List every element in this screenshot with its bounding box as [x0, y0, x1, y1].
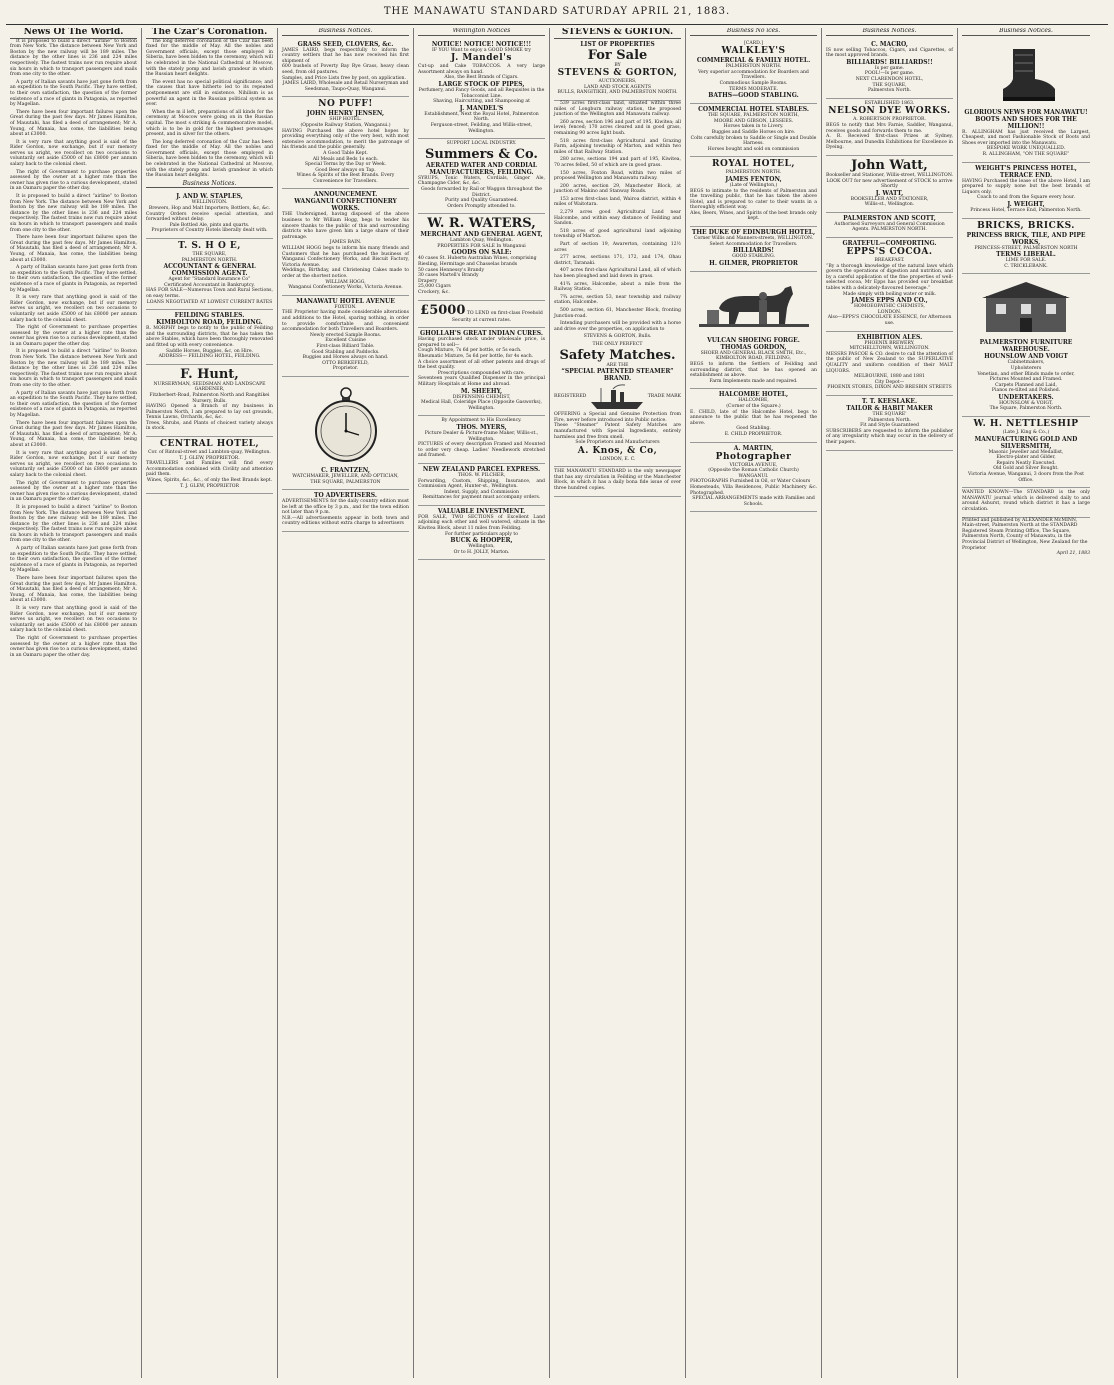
news-title: News Of The World.	[10, 28, 137, 39]
news-paragraph: The right of Government to purchase properties assessed by the owner at a higher rate than the owner has given rise to a curious development, stated in an Oamaru paper the other day.	[10, 169, 137, 192]
ad-keeslake: T. T. KEESLAKE. TAILOR & HABIT MAKER THE SQUARE' Palmerston North. Fit and Style Guaranteed SUBSCRIBERS are requested to inform the publisher of any irregularity which may occur in the delivery of their papers.	[826, 396, 953, 451]
ad-furniture-warehouse: PALMERSTON FURNITURE WAREHOUSE. HOUNSLOW AND VOIGT Cabinetmakers, Upholsterers Venetian, and other Blinds made to order, Pictures Mounted and Framed. Carpets Planned and Laid, Pianos re-tilted and Polished. UNDERTAKERS. HOUNSLOW & VOIGT, The Square, Palmerston North.	[962, 274, 1090, 417]
ad-nettleship: W. H. NETTLESHIP (Late J. King & Co.,) MANUFACTURING GOLD AND SILVERSMITH, Masonic Jeweller and Medallist, Electro-plater and Gilder, Repairs Neatly Executed. Old Gold and Silver Bought. Victoria Avenue, Wanganui, 3 doors from the Post Office.	[962, 417, 1090, 488]
news-paragraph: A party of Italian savants have just gone forth from an expedition to the South Pacific. They have settled, to their own satisfaction, the question of the former existence of a race of giants in Patagonia, as reported by Magellan.	[10, 265, 137, 293]
ad-mandel: NOTICE! NOTICE! NOTICE!!! IF YOU Want to enjoy a GOOD SMOKE try J. Mandel's Cut-up and Cake TOBACCOS. A very large Assortment always on hand. Also, the Best Brands of Cigars. LARGE STOCK OF PIPES, Perfumery, and Fancy Goods, and all Requisites in the Tobacconist Line. Shaving, Haircutting, and Shampooing at J. MANDEL'S Establishment, Next the Royal Hotel, Palmerston North. Ferguson-street, Feilding, and Willis-street, Wellington.	[418, 39, 545, 140]
ad-ghollah: GHOLLAH'S GREAT INDIAN CURES. Having purchased stock under wholesale price, is prepared to sell— Cough Mixture, 7s 6d per bottle, or 5s each. Rheumatic Mixture, 5s 6d per bottle, for 4s each. A choice assortment of all other patents and drugs of the best quality. Prescriptions compounded with care. Seventeen years Qualified Dispenser in the principal Military Hospitals at Home and abroad. M. SHEEHY, DISPENSING CHEMIST, Medical Hall, Coleridge Place (Opposite Gasworks), Wellington.	[418, 328, 545, 416]
ad-nelson-dye-works: ESTABLISHED 1863. NELSON DYE WORKS. A. ROBERTSON PROPRIETOR. BEGS to notify that Mrs Farnie, Saddler, Wanganui, receives goods and forwards them to me. A. R. Received first-class Prizes at Sydney, Melbourne, and Dunedin Exhibitions for Excellence in Dyeing.	[826, 99, 953, 156]
news-paragraph: A party of Italian savants have just gone forth from an expedition to the South Pacific. They have settled, to their own satisfaction, the question of the former existence of a race of giants in Patagonia, as reported by Magellan.	[10, 546, 137, 574]
masthead-rule	[6, 24, 1108, 25]
building-icon	[976, 280, 1076, 335]
column-stevens-gorton	[550, 28, 686, 1378]
ad-stevens: LIST OF PROPERTIES For Sale BY STEVENS & GORTON, AUCTIONEERS, LAND AND STOCK AGENTS BULLS, RANGITIKEI, AND PALMERSTON NORTH.	[554, 39, 681, 101]
ad-staples: J. AND W. STAPLES, WELLINGTON. Brewers, Hop and Malt Importers; Bottlers, &c, &c. Country Orders receive special attention, and forwarded without delay. Pale Bottled Ale, pints and quarts. Proprietors of Country Hotels liberally dealt with.	[146, 191, 273, 239]
imprint: Printed and published by ALEXANDER McMINN, Main-street, Palmerston North at the STANDARD Registered Steam Printing Office, The Square, Palmerston North, County of Manawatu, in the Provincial District of Wellington, New Zealand for the Proprietor April 21, 1883	[962, 517, 1090, 557]
ad-no-puff: NO PUFF! JOHN HENRY JENSEN, SHIP HOTEL. (Opposite Railway Station, Wanganui.) HAVING Purchased the above hotel hopes by providing everything only of the very best, with most extensive accommodation, to merit the patronage of his friends and the public generally. A Good Table Kept. All Meals and Beds 1s each. Special Terms by the Day or Week. Good Beer always on Tap. Wines & Spirits of the Best Brands. Every Convenience for Travellers.	[282, 97, 409, 189]
news-paragraph: It is proposed to build a direct “airline” to Boston from New York. The distance between New York and Boston by the new railway will be 189 miles. The distance by the other lines is 236 and 224 miles respectively. The fastest trains now run require about six hours in which to transport passengers and mails from one city to the other.	[10, 38, 137, 78]
listing: 518 acres of good agricultural land adjoining township of Marton.	[554, 228, 681, 240]
listing: 407 acres first-class Agricultural Land, all of which has been ploughed and laid down in grass.	[554, 268, 681, 279]
ad-bricks: BRICKS, BRICKS. PRINCESS BRICK, TILE, AND PIPE WORKS, PRINCESS-STREET, PALMERSTON NORTH TERMS LIBERAL. LIME FOR SALE. C. TRICKLEBANK.	[962, 219, 1090, 275]
listing: 200 acres, section 29, Manchester Block, at junction of Makino and Stanway Roads.	[554, 183, 681, 195]
ad-halcombe-hotel: HALCOMBE HOTEL, HALCOMBE, (Corner of the Square.) E. CHILD, late of the Halcombe Hotel, begs to announce to the public that he has reopened the above. Good Stabling. E. CHILD PROPRIETOR.	[690, 389, 817, 442]
ad-exhibition-ales: EXHIBITION ALES. PHOENIX BREWERY, MITCHELLTOWN, WELLINGTON. MESSRS PASCOE & CO. desire to call the attention of the public of New Zealand to the SUPERLATIVE QUALITY and uniform condition of their MALT LIQUORS. MELBOURNE, 1880 and 1881 City Depot— PHOENIX STORES, DIXON AND BRESBIN STREETS	[826, 332, 953, 396]
ad-hunt: F. Hunt, NURSERYMAN, SEEDSMAN AND LANDSCAPE GARDENER, Fitzherbert-Road, Palmerston North and Rangitikei Nursery, Bulls. HAVING Opened a Branch of my business in Palmerston North, I am prepared to lay out grounds, Tennis Lawns, Orchards, &c, &c. Trees, Shrubs, and Plants of choicest variety always in stock.	[146, 365, 273, 437]
listing: 277 acres, sections 171, 172, and 174, Ohau district, Taranaki.	[554, 255, 681, 266]
news-paragraph: There have been four important failures upon the Great during the past few days. Mr James Hamilton, of Mauutahi, has filed a deed of arrangement; Mr A. Young, of Manaia, has come, the liabilities being about at £3000.	[10, 576, 137, 604]
ad-palmerston-scott: PALMERSTON AND SCOTT, Authorised Surveyors and General Commission Agents. PALMERSTON NORTH.	[826, 213, 953, 238]
news-paragraph: It is very rare that anything good is said of the Rider Gordon, now exchange, but if our memory serves us aright, we recollect on two occasions to voluntarily set aside £5000 of his £8000 per annum salary back to the colonial chest.	[10, 295, 137, 323]
ad-standard-circulation: THE MANAWATU STANDARD is the only newspaper that has any circulation in Feilding or the Manchester Block, in which it has a daily bona fide issue of over three hundred copies.	[554, 467, 681, 496]
pocket-watch-icon	[311, 383, 381, 463]
property-listings: 539 acres first-class land, situated within three miles of Longburn railway station, the proposed junction of the Wellington and Manawatu railway. 260 acres, section 196 and part of 195, Kiwitea; all level; fenced; 170 acres cleared and in good grass, remaining 90 acres light bush. 518 acres first-class Agricultural and Grazing Farm, adjoining township of Marton, and within two miles of that Railway Station. 280 acres, sections 194 and part of 195, Kiwitea, 70 acres felled, 50 of which are in good grass. 150 acres, Foxton Road, within two miles of proposed Wellington and Manawatu railway. 200 acres, section 29, Manchester Block, at junction of Makino and Stanway Roads. 153 acres first-class land, Wairoa district, within 4 miles of Waitotara. 2,279 acres good Agricultural Land near Halcombe, and within easy distance of Feilding and Sandon. 518 acres of good agricultural land adjoining township of Marton. Part of section 19, Awarerton, containing 12½ acres 277 acres, sections 171, 172, and 174, Ohau district, Taranaki. 407 acres first-class Agricultural Land, all of which has been ploughed and laid down in grass. 41¾ acres, Halcombe, about a mile from the Railway Station. 7¾ acres, section 53, near township and railway station, Halcombe. 500 acres, section 61, Manchester Block, fronting Junction-road. Intending purchasers will be provided with a horse and drive over the properties, on application to STEVENS & GORTON, Bulls.	[554, 100, 681, 340]
news-paragraph: The right of Government to purchase properties assessed by the owner at a higher rate than the owner has given rise to a curious development, stated in an Oamaru paper the other day.	[10, 635, 137, 658]
ad-manawatu-hotel: MANAWATU HOTEL AVENUE FOXTON. THE Proprietor having made considerable alterations and additions to the Hotel, sparing nothing, in order to provide comfortable and convenient accommodation for both Travellers and Boarders. Newly erected Sample Rooms. Excellent Cuisine First-class Billiard Table. Good Stabling and Paddocks. Buggies and Horses always on hand. OTTO BERKEFELD, Proprietor.	[282, 296, 409, 377]
ad-royal-hotel: ROYAL HOTEL, PALMERSTON NORTH. JAMES FENTON, (Late of Wellington,) BEGS to intimate to the residents of Palmerston and the travelling public, that he has taken the above Hotel, and is prepared to cater to their wants in a thoroughly efficient way. Ales, Beers, Wines, and Spirits of the best brands only kept.	[690, 157, 817, 227]
ad-allingham-boots: GLORIOUS NEWS FOR MANAWATU! BOOTS AND SHOES FOR THE MILLION!! R. ALLINGHAM has just received the Largest, Cheapest, and most Fashionable Stock of Boots and Shoes ever imported into the Manawatu. BESPOKE WORK UNEQUALLED. R. ALLINGHAM, “ON THE SQUARE”	[962, 39, 1090, 163]
news-paragraph: A party of Italian savants have just gone forth from an expedition to the South Pacific. They have settled, to their own satisfaction, the question of the former existence of a race of giants in Patagonia, as reported by Magellan.	[10, 390, 137, 418]
column-header: Business No ices.	[690, 28, 817, 36]
news-paragraph: There have been four important failures upon the Great during the past few days. Mr James Hamilton, of Mauutahi, has filed a deed of arrangement; Mr A. Young, of Manaia, has come, the liabilities being about at £3000.	[10, 235, 137, 263]
column-news	[6, 28, 142, 1378]
news-paragraph: It is proposed to build a direct “airline” to Boston from New York. The distance between New York and Boston by the new railway will be 189 miles. The distance by the other lines is 236 and 224 miles respectively. The fastest trains now run require about six hours in which to transport passengers and mails from one city to the other.	[10, 349, 137, 389]
ad-myers: By Appointment to His Excellency. THOS. MYERS, Picture Dealer & Picture-frame Maker, Willis-st., Wellington. PICTURES of every description Framed and Mounted to order very cheap. Ladies' Needlework stretched and framed.	[418, 416, 545, 464]
czar-paragraph: The long deferred coronation of the Czar has been fixed for the middle of May. All the nobles and Government officials, except those employed in Siberia, have been bidden to the ceremony, which will be celebrated in the National Cathedral at Moscow, with the stately pomp and lavish grandeur in which the Russian heart delights.	[146, 139, 273, 179]
ad-to-advertisers: TO ADVERTISERS. ADVERTISEMENTS for the daily country edition must be left at the office by 3 p.m., and for the town edition not later than 9 p.m. N.B.—All advertisements appear in both town and country editions without extra charge to advertisers	[282, 490, 409, 532]
imprint-date: April 21, 1883	[1056, 551, 1090, 557]
masthead: THE MANAWATU STANDARD SATURDAY APRIL 21, 1883.	[383, 6, 731, 17]
ad-frantzen: C. FRANTZEN, WATCHMAKER, JEWELLER, AND OPTICIAN, THE SQUARE, PALMERSTON	[282, 377, 409, 490]
ad-shoe: T. S. H O E, THE SQUARE, PALMERSTON NORTH. ACCOUNTANT & GENERAL COMMISSION AGENT. Agent for “Standard Insurance Co” Certificated Accountant in Bankruptcy. HAS FOR SALE—Numerous Town and Rural Sections, on easy terms. LOANS NEGOTIATED AT LOWEST CURRENT RATES	[146, 239, 273, 310]
ad-martin-photographer: A. MARTIN, Photographer VICTORIA AVENUE, (Opposite the Roman Catholic Church) WANGANUI. PHOTOGRAPHS Furnished in Oil, or Water Colours Homesteads, Villa Residences, Public Machinery &c. Photographed. SPECIAL ARRANGEMENTS made with Families and Schools.	[690, 443, 817, 513]
listing: Part of section 19, Awarerton, containing 12½ acres	[554, 242, 681, 253]
ad-vulcan-forge: VULCAN SHOEING FORGE. THOMAS GORDON, SHOER AND GENERAL BLACK SMITH, Etc., KIMBOLTON ROAD, FEILDING, BEGS to inform the Settlers of Feilding and surrounding district, that he has opened an establishment as above. Farm Implements made and repaired.	[690, 272, 817, 390]
column-business-3	[822, 28, 958, 1378]
ad-parcel-express: NEW ZEALAND PARCEL EXPRESS. THOS. W. PILCHER, Forwarding, Custom, Shipping, Insurance, and Commission Agent, Hunter-st., Wellington. Indent, Supply, and Commission Remittances for payment must accompany orders.	[418, 464, 545, 506]
listing: 260 acres, section 196 and part of 195, Kiwitea; all level; fenced; 170 acres cleared and in good grass, remaining 90 acres light bush.	[554, 119, 681, 136]
column-business-1	[278, 28, 414, 1378]
horse-shoeing-icon	[699, 278, 809, 333]
news-paragraph: The right of Government to purchase properties assessed by the owner at a higher rate than the owner has given rise to a curious development, stated in an Oamaru paper the other day.	[10, 325, 137, 347]
listing: 2,279 acres good Agricultural Land near Halcombe, and within easy distance of Feilding and Sandon.	[554, 210, 681, 227]
listing: 280 acres, sections 194 and part of 195, Kiwitea, 70 acres felled, 50 of which are in good grass.	[554, 157, 681, 168]
listing: 41¾ acres, Halcombe, about a mile from the Railway Station.	[554, 281, 681, 293]
ad-walkley: [CARD.] WALKLEY'S COMMERCIAL & FAMILY HOTEL. PALMERSTON NORTH. Very superior accommodation for Boarders and Travellers. Commodious Sample Rooms. TERMS MODERATE. BATHS—GOOD STABLING.	[690, 39, 817, 105]
listing: 150 acres, Foxton Road, within two miles of proposed Wellington and Manawatu railway.	[554, 170, 681, 182]
ad-investment: VALUABLE INVESTMENT. FOR SALE, TWO SECTIONS of Excellent Land adjoining each other and well watered, situate in the Kiwitea Block, about 11 miles from Feilding. For further particulars apply to BUCK & HOOPER, Wellington, Or to H. JOLLY, Marton.	[418, 506, 545, 561]
listing: 7¾ acres, section 53, near township and railway station, Halcombe.	[554, 294, 681, 306]
ad-commercial-stables: COMMERCIAL HOTEL STABLES. THE SQUARE, PALMERSTON NORTH, MOORE AND GIBSON, LESSEES. Horses taken in to Livery. Buggies and Saddle Horses on hire. Colts carefully broken to Saddle or Single and Double Harness. Horses bought and sold on commission	[690, 104, 817, 157]
ad-macro: C. MACRO, IS now selling Tobaccos, Cigars, and Cigarettes, of the most approved brands. BILLIARDS! BILLIARDS!! Is per game. POOL!—Is per game. NEXT CLARENDON HOTEL, THE SQUARE, Palmerston North.	[826, 39, 953, 99]
column-business-4	[958, 28, 1094, 1378]
czar-paragraph: The long deferred coronation of the Czar has been fixed for the middle of May. All the nobles and Government officials, except those employed in Siberia, have been bidden to the ceremony, which will be celebrated in the National Cathedral at Moscow, with the stately pomp and lavish grandeur in which the Russian heart delights.	[146, 38, 273, 78]
listing: 539 acres first-class land, situated within three miles of Longburn railway station, the proposed junction of the Wellington and Manawatu railway.	[554, 100, 681, 118]
czar-title: The Czar's Coronation.	[146, 28, 273, 39]
column-header: Wellington Notices	[418, 28, 545, 36]
news-paragraph: It is proposed to build a direct “airline” to Boston from New York. The distance between New York and Boston by the new railway will be 189 miles. The distance by the other lines is 236 and 224 miles respectively. The fastest trains now run require about six hours in which to transport passengers and mails from one city to the other.	[10, 194, 137, 233]
columns	[6, 28, 1108, 1378]
column-header: Business Notices.	[826, 28, 953, 36]
listing: 500 acres, section 61, Manchester Block, fronting Junction-road.	[554, 307, 681, 319]
news-paragraph: A party of Italian savants have just gone forth from an expedition to the South Pacific. They have settled, to their own satisfaction, the question of the former existence of a race of giants in Patagonia, as reported by Magellan.	[10, 79, 137, 108]
ad-duke-of-edinburgh: THE DUKE OF EDINBURGH HOTEL, Corner Willis and Manners-streets, WELLINGTON. Select Accommodation for Travellers. BILLIARDS! GOOD STABLING. H. GILMER, PROPRIETOR	[690, 227, 817, 272]
news-paragraph: There have been four important failures upon the Great during the past few days. Mr James Hamilton, of Mauutahi, has filed a deed of arrangement; Mr A. Young, of Manaia, has come, the liabilities being about at £3000.	[10, 420, 137, 448]
column-business-2	[686, 28, 822, 1378]
ad-feilding-stables: FEILDING STABLES. KIMBOLTON ROAD, FEILDING. R. MORPHY begs to notify to the public of Feilding and the surrounding districts, that he has taken the above Stables, which have been thoroughly renovated and fitted up with every convenience. Saddle Horses, Buggies, &c, on Hire. ADDRESS— FEILDING HOTEL, FEILDING.	[146, 310, 273, 365]
ad-announcement: ANNOUNCEMENT. WANGANUI CONFECTIONERY WORKS. THE Undersigned, having disposed of the above business to Mr William Hogg, begs to tender his sincere thanks to the public of this and surrounding districts who have given him a large share of their patronage. JAMES BAIN. WILLIAM HOGG begs to inform his many friends and Customers that he has purchased the business of Wanganui Confectionery Works, and Biscuit Factory, Victoria Avenue. Weddings, Birthday, and Christening Cakes made to order at the shortest notice. WILLIAM HOGG, Wanganui Confectionery Works, Victoria Avenue.	[282, 189, 409, 295]
ad-waters: W. R. WATERS, MERCHANT AND GENERAL AGENT, Lambton Quay, Wellington. PROPERTIES FOR SALE In Wanganui GOODS ON SALE: 40 cases St. Huberts Australian Wines, comprising Riesling, Hermitage and Chasselas brands 50 cases Hennessy's Brandy 30 cases Martell's Brandy Drapery 25,000 Cigars Crockery, &c.	[418, 214, 545, 300]
ad-wanted-known: WANTED KNOWN—The STANDARD is the only MANAWATU journal which is delivered daily to and around Ashurst, round which district it has a large circulation.	[962, 488, 1090, 517]
listing: 518 acres first-class Agricultural and Grazing Farm, adjoining township of Marton, and within two miles of that Railway Station.	[554, 138, 681, 155]
column-header: Business Notices.	[282, 28, 409, 36]
column-header: Business Notices.	[962, 28, 1090, 36]
czar-paragraph: The event has no special political significance; and the causes that have hitherto led to its repeated postponement are still in existence. Nihilism is as powerful an agent in the Russian political system as ever.	[146, 79, 273, 108]
news-paragraph: The right of Government to purchase properties assessed by the owner at a higher rate than the owner has given rise to a curious development, stated in an Oamaru paper the other day.	[10, 480, 137, 503]
news-paragraph: It is very rare that anything good is said of the Rider Gordon, now exchange, but if our memory serves us aright, we recollect on two occasions to voluntarily set aside £5000 of his £8000 per annum salary back to the colonial chest.	[10, 450, 137, 478]
column-czar	[142, 28, 278, 1378]
ad-loan: £5000 TO LEND on first-class Freehold Security at current rates.	[418, 301, 545, 329]
listing-footer: Intending purchasers will be provided with a horse and drive over the properties, on application to	[554, 321, 681, 332]
boot-icon	[991, 45, 1061, 105]
ad-weight-princess-hotel: WEIGHT'S PRINCESS HOTEL, TERRACE END. HAVING Purchased the lease of the above Hotel, I am prepared to supply none but the best brands of Liquors only. Coach to and from the Square every hour. J. WEIGHT, Princess Hotel, Terrace End, Palmerston North.	[962, 163, 1090, 219]
ad-central-hotel: CENTRAL HOTEL, Cor. of Rintoul-street and Lambton-quay, Wellington. T. J. GLEW, PROPRIETOR. TRAVELLERS and Families will find every Accommodation combined with Civility and attention paid them. Wines, Spirits, &c., &c., of only the Best Brands kept. T. J. GLEW, PROPRIETOR	[146, 437, 273, 494]
ad-safety-matches: THE ONLY PERFECT Safety Matches. ARE THE “SPECIAL PATENTED STEAMER” BRAND. REGISTERED TRADE MARK OFFERING a Special and Genuine Protection from Fire, never before introduced into Public notice. These “Steamer” Patent Safety Matches are manufactured with Special Ingredients, entirely harmless and free from smell. Sole Proprietors and Manufacturers A. Knos, & Co, LONDON, E. C.	[554, 340, 681, 467]
ad-summers: SUPPORT LOCAL INDUSTRY. Summers & Co. AERATED WATER AND CORDIAL MANUFACTURERS, FEILDING. SYRUPS, Tonic Waters, Cordials, Ginger Ale, Champagne Cider, &c, &c. Goods forwarded by Rail or Waggon throughout the District. Purity and Quality Guaranteed. Orders Promptly attended to.	[418, 139, 545, 214]
ad-john-watt: John Watt, Bookseller and Stationer, Willis-street, WELLINGTON. LOOK OUT for new advertisement of STOCK to arrive Shortly J. WATT, BOOKSELLER AND STATIONER, Willis-st., Wellington.	[826, 156, 953, 213]
ad-epps-cocoa: GRATEFUL—COMFORTING. EPPS'S COCOA. BREAKFAST. “By a thorough knowledge of the natural laws which govern the operations of digestion and nutrition, and by a careful application of the fine properties of well-selected cocoa, Mr Epps has provided our breakfast tables with a delicately-flavoured beverage.” Made simply with boiling water or milk. JAMES EPPS AND CO., HOMOEOPATHIC CHEMISTS, LONDON. Also—EPPS'S CHOCOLATE ESSENCE, for Afternoon use.	[826, 238, 953, 332]
listing: 153 acres first-class land, Wairoa district, within 4 miles of Waitotara.	[554, 196, 681, 208]
news-paragraph: It is proposed to build a direct “airline” to Boston from New York. The distance between New York and Boston by the new railway will be 189 miles. The distance by the other lines is 236 and 224 miles respectively. The fastest trains now run require about six hours in which to transport passengers and mails from one city to the other.	[10, 504, 137, 544]
stevens-title: STEVENS & GORTON.	[554, 28, 681, 39]
column-header: Business Notices.	[146, 181, 273, 189]
ad-laird: GRASS SEED, CLOVERS, &c. JAMES LAIRD, begs respectfully to inform the country settlers that he has now received his first shipment of 600 bushels of Poverty Bay Rye Grass, heavy clean seed, from old pastures. Samples, and Price Lists free by post, on application. JAMES LAIRD, Wholesale and Retail Nurseryman and Seedsman, Taupo-Quay, Wanganui.	[282, 39, 409, 98]
news-paragraph: It is very rare that anything good is said of the Rider Gordon, now exchange, but if our memory serves us aright, we recollect on two occasions to voluntarily set aside £5000 of his £8000 per annum salary back to the colonial chest.	[10, 139, 137, 168]
steamer-ship-icon	[587, 382, 647, 412]
column-wellington	[414, 28, 550, 1378]
czar-paragraph: When the m il left, preparations of all kinds for the ceremony at Moscow were going on in the Russian capital. The most s striking & commemorative model, which is to be in gold for the highest personages present, and in silver for the others.	[146, 109, 273, 138]
news-paragraph: There have been four important failures upon the Great during the past few days. Mr James Hamilton, of Mauutahi, has filed a deed of arrangement; Mr A. Young, of Manaia, has come, the liabilities being about at £3000.	[10, 109, 137, 138]
news-paragraph: It is very rare that anything good is said of the Rider Gordon, now exchange, but if our memory serves us aright, we recollect on two occasions to voluntarily set aside £5000 of his £8000 per annum salary back to the colonial chest.	[10, 606, 137, 634]
